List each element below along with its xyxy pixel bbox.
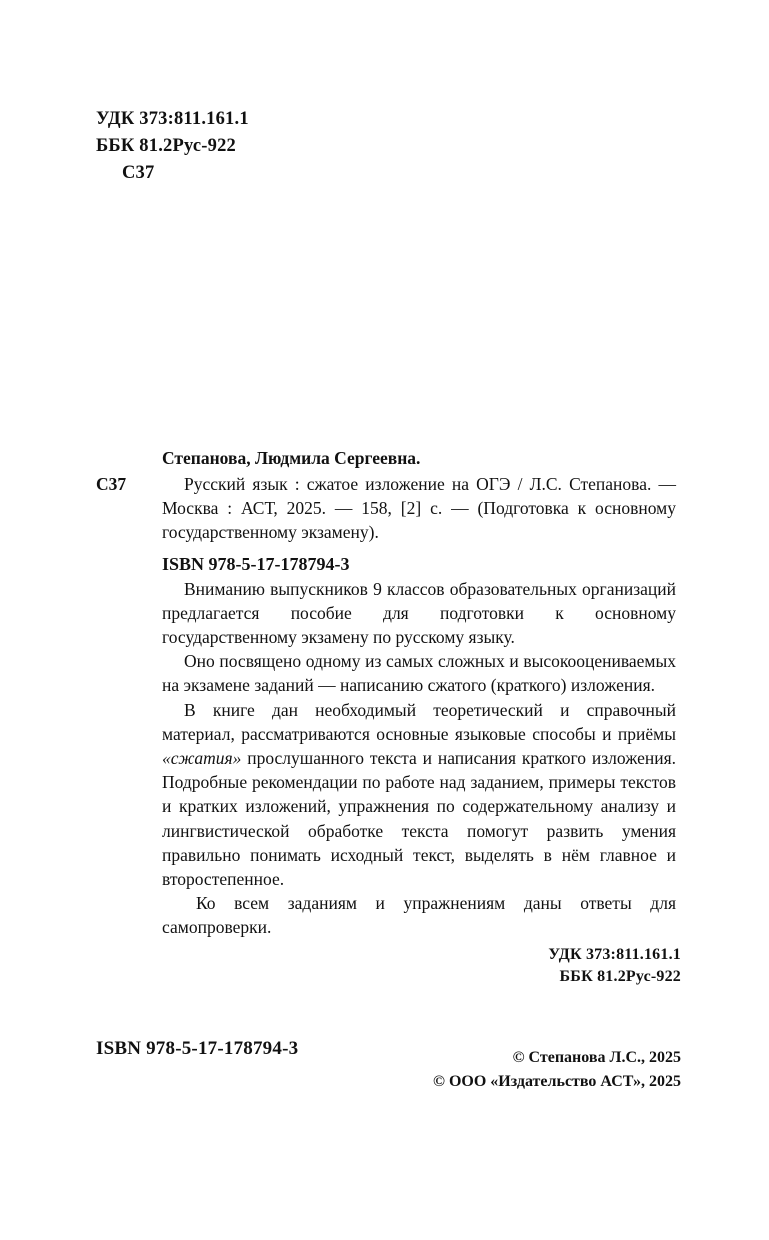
- annotation-paragraph-3-part-a: В книге дан необходимый теоретический и справочный материал, рассматриваются основные языковые способы и приёмы: [162, 699, 676, 744]
- record-entry: [96, 472, 676, 545]
- udk-code-repeat: УДК 373:811.161.1: [548, 946, 681, 963]
- shelfmark-code: С37: [122, 163, 155, 183]
- copyright-block: [433, 1046, 681, 1094]
- bbk-code-repeat: ББК 81.2Рус-922: [559, 968, 681, 985]
- record-author: Степанова, Людмила Сергеевна.: [162, 448, 421, 468]
- bbk-code: ББК 81.2Рус-922: [96, 136, 236, 156]
- record-description-wrapper: [162, 472, 676, 545]
- udk-code: УДК 373:811.161.1: [96, 109, 249, 129]
- annotation-emphasis-szhatiya: «сжатия»: [162, 748, 242, 769]
- annotation-paragraph-3: [162, 698, 676, 892]
- classification-repeat-block: [548, 944, 681, 988]
- annotation-paragraph-4: Ко всем заданиям и упражнениям даны ответы для самопроверки.: [162, 893, 676, 938]
- annotation-paragraph-3-part-b: прослушанного текста и написания краткого изложения. Подробные рекомендации по работе над заданием, примеры текстов и кратких изложений, упражнения по содержательному анализу и лингвистической обработке текста помогут развить умения правильно понимать исходный текст, выделять в нём главное и второстепенное.: [162, 748, 676, 890]
- bibliographic-record: [96, 446, 676, 940]
- isbn-inner: ISBN 978-5-17-178794-3: [162, 553, 350, 574]
- isbn-bottom: ISBN 978-5-17-178794-3: [96, 1038, 299, 1059]
- copyright-line-author: © Степанова Л.С., 2025: [512, 1049, 681, 1066]
- annotation-block: [162, 577, 676, 940]
- annotation-paragraph-1: Вниманию выпускников 9 классов образовательных организаций предлагается пособие для подготовки к основному государственному экзамену по русскому языку.: [162, 578, 676, 648]
- classification-block: [96, 106, 249, 187]
- copyright-line-publisher: © ООО «Издательство АСТ», 2025: [432, 1073, 681, 1090]
- record-description: Русский язык : сжатое изложение на ОГЭ / Л.С. Степанова. — Москва : АСТ, 2025. — 158, [2] с. — (Подготовка к основному государственному экзамену).: [162, 474, 676, 543]
- record-shelfmark: С37: [96, 474, 127, 494]
- annotation-paragraph-2: Оно посвящено одному из самых сложных и высокооцениваемых на экзамене заданий — написанию сжатого (краткого) изложения.: [162, 651, 676, 696]
